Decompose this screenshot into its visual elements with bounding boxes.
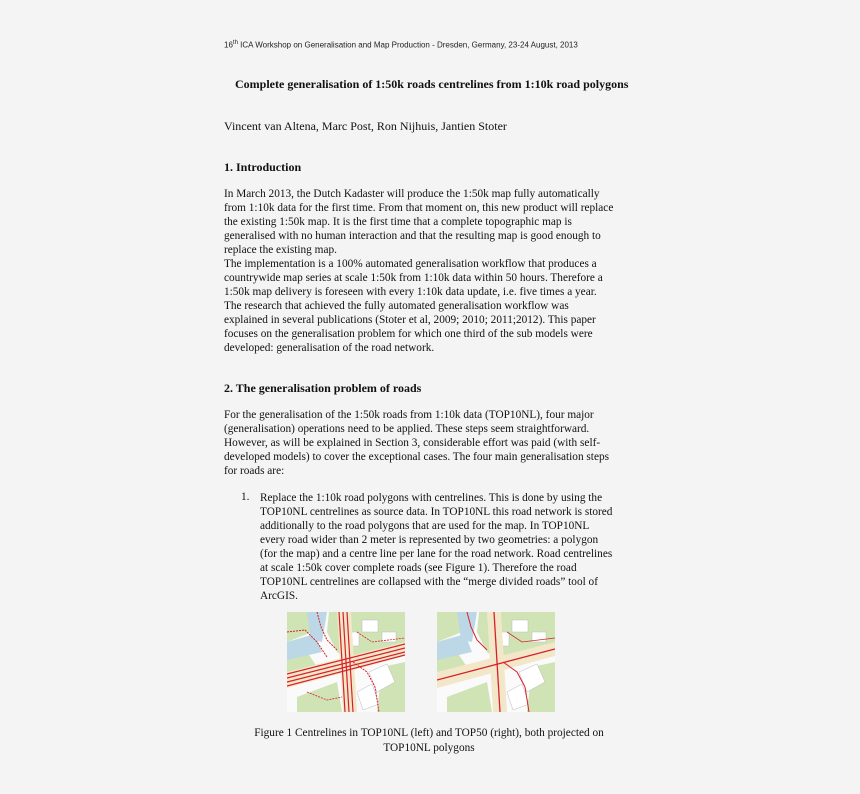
text-line: focuses on the generalisation problem for which one third of the sub models were <box>224 328 593 340</box>
text-line: from 1:10k data for the first time. From that moment on, this new product will replace <box>224 202 614 214</box>
conference-header <box>224 40 644 50</box>
text-line: The research that achieved the fully automated generalisation workflow was <box>224 300 569 312</box>
text-line: In March 2013, the Dutch Kadaster will produce the 1:50k map fully automatically <box>224 188 600 200</box>
text-line: (for the map) and a centre line per lane for the road network. Road centrelines <box>260 548 613 560</box>
header-superscript: th <box>232 40 238 46</box>
figure-caption <box>224 726 634 756</box>
text-line: (generalisation) operations need to be applied. These steps seem straightforward. <box>224 423 590 435</box>
list-item-text <box>260 491 612 603</box>
text-line: every road wider than 2 meter is represented by two geometries: a polygon <box>260 534 599 546</box>
text-line: TOP10NL centrelines are collapsed with the “merge divided roads” tool of <box>260 576 598 588</box>
text-line: ArcGIS. <box>260 590 298 602</box>
roads-paragraph <box>224 408 644 478</box>
text-line: 1:50k map delivery is foreseen with every 1:10k data update, i.e. five times a year. <box>224 286 597 298</box>
author-list: Vincent van Altena, Marc Post, Ron Nijhuis, Jantien Stoter <box>224 119 507 133</box>
text-line: developed: generalisation of the road network. <box>224 342 435 354</box>
header-text: ICA Workshop on Generalisation and Map Production - Dresden, Germany, 23-24 August, 2013 <box>237 40 578 50</box>
paper-title: Complete generalisation of 1:50k roads centrelines from 1:10k road polygons <box>235 77 629 91</box>
text-line: at scale 1:50k cover complete roads (see Figure 1). Therefore the road <box>260 562 577 574</box>
map-image-top10nl <box>287 612 405 712</box>
text-line: for roads are: <box>224 465 285 477</box>
caption-line: Figure 1 Centrelines in TOP10NL (left) and TOP50 (right), both projected on <box>254 727 604 739</box>
text-line: Replace the 1:10k road polygons with centrelines. This is done by using the <box>260 492 603 504</box>
text-line: explained in several publications (Stoter et al, 2009; 2010; 2011;2012). This paper <box>224 314 596 326</box>
header-number: 16 <box>224 40 233 50</box>
text-line: The implementation is a 100% automated generalisation workflow that produces a <box>224 258 597 270</box>
list-item-number: 1. <box>241 491 250 503</box>
text-line: developed models) to cover the exceptional cases. The four main generalisation steps <box>224 451 610 463</box>
text-line: However, as will be explained in Section 3, considerable effort was paid (with self- <box>224 437 601 449</box>
caption-line: TOP10NL polygons <box>383 742 475 754</box>
text-line: For the generalisation of the 1:50k roads from 1:10k data (TOP10NL), four major <box>224 409 594 421</box>
text-line: TOP10NL centrelines as source data. In TOP10NL this road network is stored <box>260 506 613 518</box>
introduction-paragraph <box>224 187 644 355</box>
section-heading-introduction: 1. Introduction <box>224 160 302 174</box>
text-line: additionally to the road polygons that are used for the map. In TOP10NL <box>260 520 590 532</box>
text-line: replace the existing map. <box>224 244 337 256</box>
section-heading-roads: 2. The generalisation problem of roads <box>224 381 422 395</box>
text-line: countrywide map series at scale 1:50k from 1:10k data within 50 hours. Therefore a <box>224 272 603 284</box>
map-image-top50 <box>437 612 555 712</box>
text-line: generalised with no human interaction and that the resulting map is good enough to <box>224 230 601 242</box>
text-line: the existing 1:50k map. It is the first time that a complete topographic map is <box>224 216 572 228</box>
